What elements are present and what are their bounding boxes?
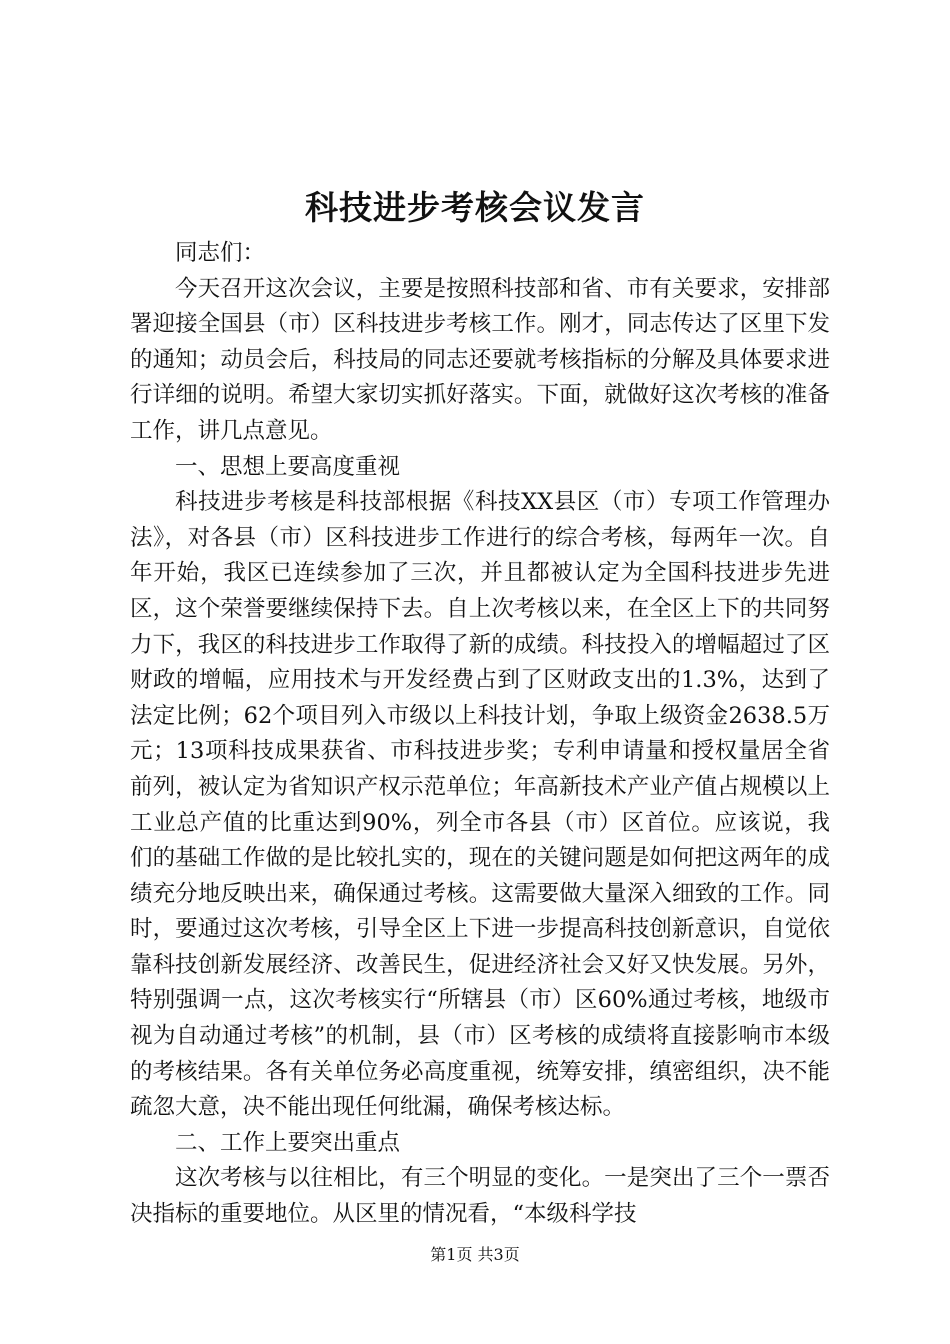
section-heading-2: 二、工作上要突出重点 <box>175 1129 401 1156</box>
document-body <box>130 236 830 1233</box>
document-title: 科技进步考核会议发言 <box>305 188 645 227</box>
section-heading-1: 一、思想上要高度重视 <box>175 453 401 480</box>
page-footer: 第1页 共3页 <box>430 1245 520 1264</box>
salutation-paragraph: 同志们： <box>175 240 266 266</box>
intro-paragraph: 今天召开这次会议，主要是按照科技部和省、市有关要求，安排部署迎接全国县（市）区科技进步考核工作。刚才，同志传达了区里下发的通知；动员会后，科技局的同志还要就考核指标的分解及具体要求进行详细的说明。希望大家切实抓好落实。下面，就做好这次考核的准备工作，讲几点意见。 <box>130 275 830 444</box>
section-2-paragraph: 这次考核与以往相比，有三个明显的变化。一是突出了三个一票否决指标的重要地位。从区里的情况看，“本级科学技 <box>130 1165 830 1228</box>
section-1-paragraph: 科技进步考核是科技部根据《科技XX县区（市）专项工作管理办法》，对各县（市）区科技进步工作进行的综合考核，每两年一次。自年开始，我区已连续参加了三次，并且都被认定为全国科技进步先进区，这个荣誉要继续保持下去。自上次考核以来，在全区上下的共同努力下，我区的科技进步工作取得了新的成绩。科技投入的增幅超过了区财政的增幅，应用技术与开发经费占到了区财政支出的1.3%，达到了法定比例；62个项目列入市级以上科技计划，争取上级资金2638.5万元；13项科技成果获省、市科技进步奖；专利申请量和授权量居全省前列，被认定为省知识产权示范单位；年高新技术产业产值占规模以上工业总产值的比重达到90%，列全市各县（市）区首位。应该说，我们的基础工作做的是比较扎实的，现在的关键问题是如何把这两年的成绩充分地反映出来，确保通过考核。这需要做大量深入细致的工作。同时，要通过这次考核，引导全区上下进一步提高科技创新意识，自觉依靠科技创新发展经济、改善民生，促进经济社会又好又快发展。另外，特别强调一点，这次考核实行“所辖县（市）区60%通过考核，地级市视为自动通过考核”的机制，县（市）区考核的成绩将直接影响市本级的考核结果。各有关单位务必高度重视，统筹安排，缜密组织，决不能疏忽大意，决不能出现任何纰漏，确保考核达标。 <box>130 489 830 1121</box>
